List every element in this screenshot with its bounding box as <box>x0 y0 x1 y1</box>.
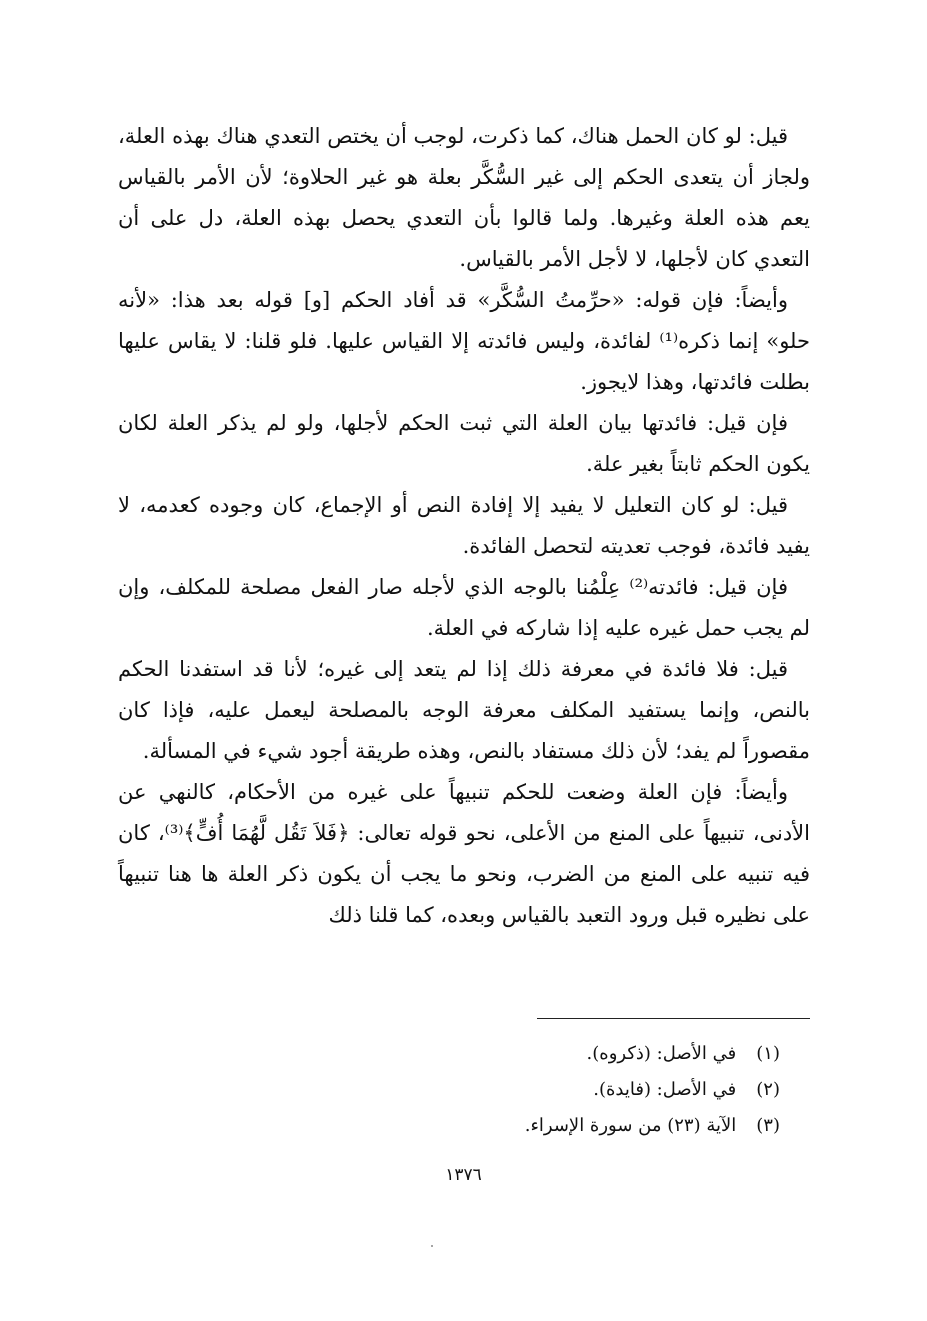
footnote-text: في الأصل: (ذكروه). <box>586 1043 737 1064</box>
paragraph-6: قيل: فلا فائدة في معرفة ذلك إذا لم يتعد إلى غيره؛ لأنا قد استفدنا الحكم بالنص، وإنما يستفيد المكلف معرفة الوجه بالمصلحة ليعمل عليه، فإذا كان مقصوراً لم يفد؛ لأن ذلك مستفاد بالنص، وهذه طريقة أجود شيء في المسألة. <box>118 657 810 763</box>
footnote-number: (٣) <box>756 1115 780 1136</box>
footnote-1 <box>300 1036 780 1072</box>
footnotes <box>300 1036 780 1144</box>
footnote-separator <box>537 1018 810 1019</box>
paragraph-5: فإن قيل: فائدته⁽²⁾ عِلْمُنا بالوجه الذي لأجله صار الفعل مصلحة للمكلف، وإن لم يجب حمل غيره عليه إذا شاركه في العلة. <box>118 575 810 640</box>
main-text-block <box>118 116 810 936</box>
paragraph-7: وأيضاً: فإن العلة وضعت للحكم تنبيهاً على غيره من الأحكام، كالنهي عن الأدنى، تنبيهاً على المنع من الأعلى، نحو قوله تعالى: ﴿فَلاَ تَقُل لَّهُمَا أُفٍّ﴾⁽³⁾، كان فيه تنبيه على المنع من الضرب، ونحو ما يجب أن يكون ذكر العلة ها هنا تنبيهاً على نظيره قبل ورود التعبد بالقياس وبعده، كما قلنا ذلك <box>118 780 810 927</box>
footnote-number: (١) <box>756 1043 780 1064</box>
footnote-number: (٢) <box>756 1079 780 1100</box>
paragraph-2: وأيضاً: فإن قوله: «حرِّمتُ السُّكَّر» قد أفاد الحكم [و] قوله بعد هذا: «لأنه حلو» إنما ذكره⁽¹⁾ لفائدة، وليس فائدته إلا القياس عليها. فلو قلنا: لا يقاس عليها بطلت فائدتها، وهذا لايجوز. <box>118 288 810 394</box>
footnote-3 <box>300 1108 780 1144</box>
page-number: ١٣٧٦ <box>445 1165 482 1185</box>
paragraph-1: قيل: لو كان الحمل هناك، كما ذكرت، لوجب أن يختص التعدي هناك بهذه العلة، ولجاز أن يتعدى الحكم إلى غير السُّكَّر بعلة هو غير الحلاوة؛ لأن الأمر بالقياس يعم هذه العلة وغيرها. ولما قالوا بأن التعدي يحصل بهذه العلة، دل على أن التعدي كان لأجلها، لا لأجل الأمر بالقياس. <box>118 124 810 271</box>
scan-speck <box>431 1245 433 1247</box>
paragraph-4: قيل: لو كان التعليل لا يفيد إلا إفادة النص أو الإجماع، كان وجوده كعدمه، لا يفيد فائدة، فوجب تعديته لتحصل الفائدة. <box>118 493 810 558</box>
footnote-text: الآية (٢٣) من سورة الإسراء. <box>524 1115 737 1136</box>
paragraph-3: فإن قيل: فائدتها بيان العلة التي ثبت الحكم لأجلها، ولو لم يذكر العلة لكان يكون الحكم ثابتاً بغير علة. <box>118 411 810 476</box>
footnote-2 <box>300 1072 780 1108</box>
footnote-text: في الأصل: (فايدة). <box>593 1079 737 1100</box>
